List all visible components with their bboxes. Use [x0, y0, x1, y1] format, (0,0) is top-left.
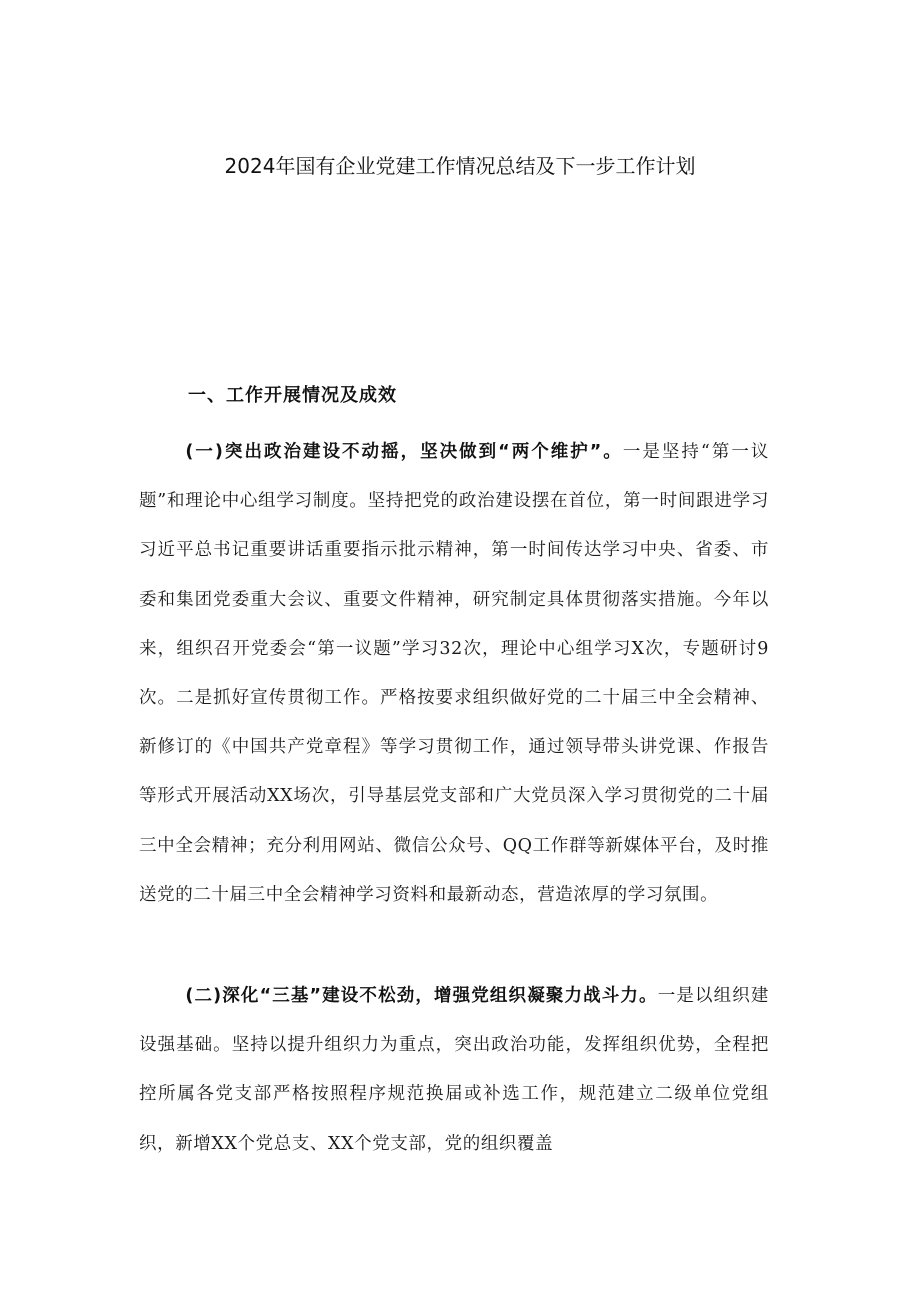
section-heading: 一、工作开展情况及成效	[188, 385, 397, 406]
paragraph-1-body: 一是坚持“第一议题”和理论中心组学习制度。坚持把党的政治建设摆在首位，第一时间跟进学习习近平总书记重要讲话重要指示批示精神，第一时间传达学习中央、省委、市委和集团党委重大会议、重要文件精神，研究制定具体贯彻落实措施。今年以来，组织召开党委会“第一议题”学习32次，理论中心组学习X次，专题研讨9次。二是抓好宣传贯彻工作。严格按要求组织做好党的二十届三中全会精神、新修订的《中国共产党章程》等学习贯彻工作，通过领导带头讲党课、作报告等形式开展活动XX场次，引导基层党支部和广大党员深入学习贯彻党的二十届三中全会精神；充分利用网站、微信公众号、QQ工作群等新媒体平台，及时推送党的二十届三中全会精神学习资料和最新动态，营造浓厚的学习氛围。	[139, 442, 769, 905]
paragraph-1-lead: (一)突出政治建设不动摇，坚决做到“两个维护”。	[185, 442, 623, 462]
document-title: 2024年国有企业党建工作情况总结及下一步工作计划	[224, 154, 696, 178]
paragraph-2	[139, 972, 769, 1169]
paragraph-2-body: 一是以组织建设强基础。坚持以提升组织力为重点，突出政治功能，发挥组织优势，全程把控所属各党支部严格按照程序规范换届或补选工作，规范建立二级单位党组织，新增XX个党总支、XX个党支部，党的组织覆盖	[139, 986, 769, 1154]
paragraph-1	[139, 428, 769, 920]
paragraph-2-lead: (二)深化“三基”建设不松劲，增强党组织凝聚力战斗力。	[185, 986, 658, 1006]
